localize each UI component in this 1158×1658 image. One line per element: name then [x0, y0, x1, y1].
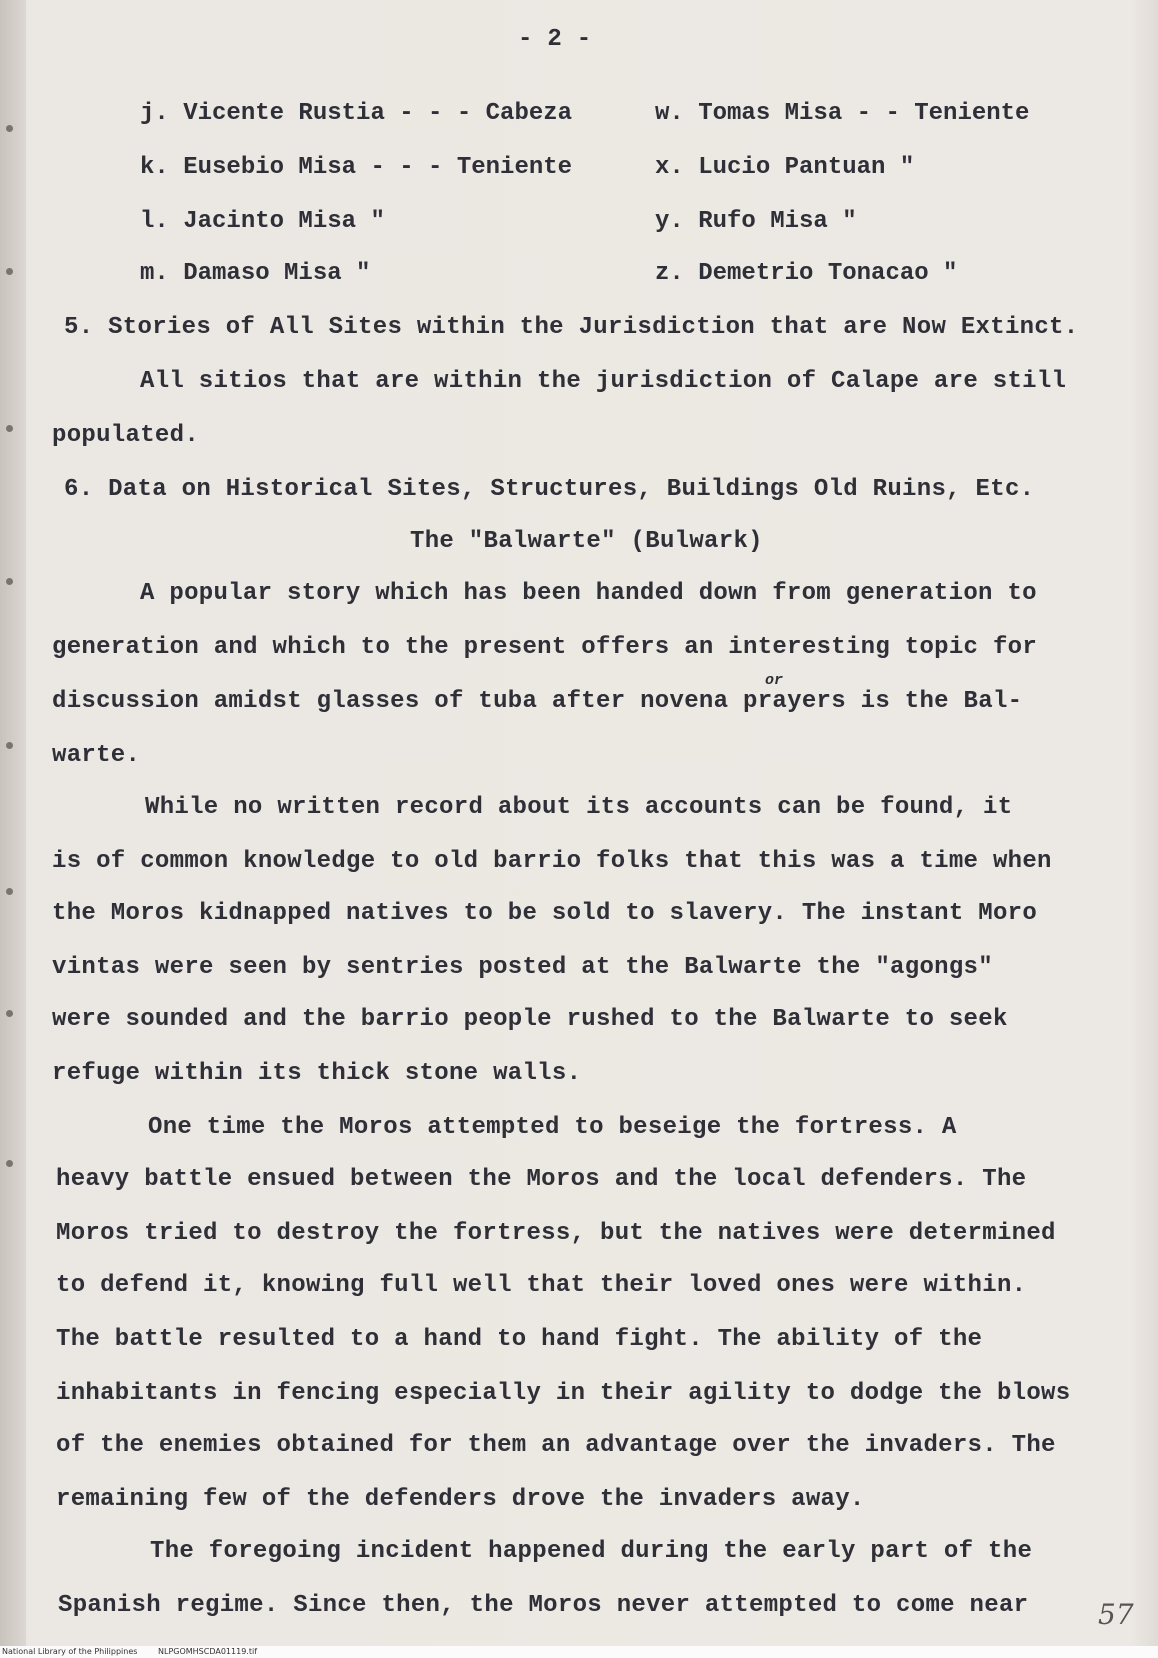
body-line: All sitios that are within the jurisdiction of Calape are still [140, 368, 1067, 395]
roster-right: w. Tomas Misa - - Teniente [655, 100, 1030, 127]
body-line: the Moros kidnapped natives to be sold to slavery. The instant Moro [52, 900, 1038, 927]
body-line: vintas were seen by sentries posted at the Balwarte the "agongs" [52, 954, 993, 981]
roster-right: x. Lucio Pantuan " [655, 154, 915, 181]
body-line: is of common knowledge to old barrio folks that this was a time when [52, 848, 1052, 875]
binding-hole [6, 425, 13, 432]
body-line: warte. [52, 742, 141, 769]
body-line: Spanish regime. Since then, the Moros never attempted to come near [58, 1592, 1029, 1619]
section-heading: 6. Data on Historical Sites, Structures, Buildings Old Ruins, Etc. [64, 476, 1035, 503]
page-number: - 2 - [518, 26, 592, 53]
body-line: discussion amidst glasses of tuba after novena prayers is the Bal- [52, 688, 1023, 715]
body-line: heavy battle ensued between the Moros and the local defenders. The [56, 1166, 1027, 1193]
body-line: were sounded and the barrio people rushed to the Balwarte to seek [52, 1006, 1008, 1033]
footer-filename: NLPGOMHSCDA01119.tif [158, 1647, 258, 1656]
binding-hole [6, 125, 13, 132]
handwritten-insert: or [765, 672, 784, 689]
body-line: to defend it, knowing full well that their loved ones were within. [56, 1272, 1027, 1299]
binding-hole [6, 1160, 13, 1167]
roster-left: j. Vicente Rustia - - - Cabeza [140, 100, 573, 127]
scan-footer [0, 1646, 1158, 1658]
binding-hole [6, 578, 13, 585]
binding-hole [6, 888, 13, 895]
binding-edge [0, 0, 26, 1646]
body-line: of the enemies obtained for them an advantage over the invaders. The [56, 1432, 1056, 1459]
page-mark: 57 [1098, 1598, 1134, 1631]
body-line: populated. [52, 422, 200, 449]
body-line: A popular story which has been handed down from generation to [140, 580, 1037, 607]
footer-library: National Library of the Philippines [2, 1647, 138, 1656]
body-line: The battle resulted to a hand to hand fight. The ability of the [56, 1326, 983, 1353]
roster-right: z. Demetrio Tonacao " [655, 260, 958, 287]
body-line: remaining few of the defenders drove the invaders away. [56, 1486, 865, 1513]
binding-hole [6, 268, 13, 275]
section-heading: 5. Stories of All Sites within the Jurisdiction that are Now Extinct. [64, 314, 1079, 341]
roster-left: m. Damaso Misa " [140, 260, 371, 287]
body-line: One time the Moros attempted to beseige the fortress. A [148, 1114, 957, 1141]
roster-left: l. Jacinto Misa " [140, 208, 385, 235]
binding-hole [6, 1010, 13, 1017]
roster-left: k. Eusebio Misa - - - Teniente [140, 154, 573, 181]
binding-hole [6, 742, 13, 749]
body-line: The foregoing incident happened during the early part of the [150, 1538, 1033, 1565]
body-line: generation and which to the present offers an interesting topic for [52, 634, 1038, 661]
body-line: inhabitants in fencing especially in their agility to dodge the blows [56, 1380, 1071, 1407]
body-line: Moros tried to destroy the fortress, but the natives were determined [56, 1220, 1056, 1247]
section-subtitle: The "Balwarte" (Bulwark) [410, 528, 763, 555]
roster-right: y. Rufo Misa " [655, 208, 857, 235]
body-line: While no written record about its accounts can be found, it [145, 794, 1013, 821]
body-line: refuge within its thick stone walls. [52, 1060, 582, 1087]
